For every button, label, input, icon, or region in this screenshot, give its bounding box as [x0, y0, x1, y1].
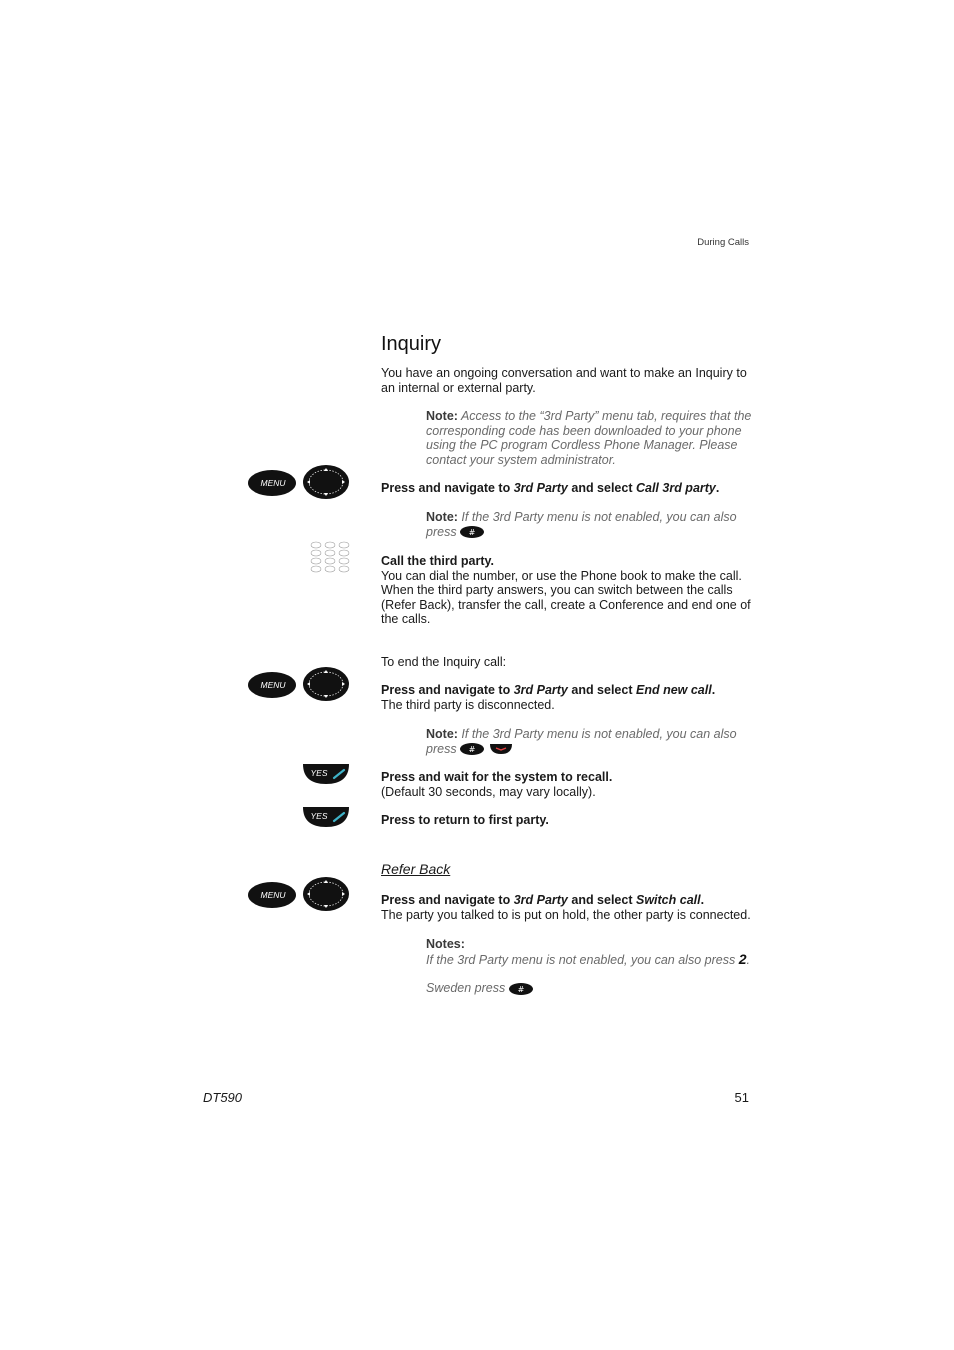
step-end-new-call: Press and navigate to 3rd Party and select End new call. The third party is disconnected.: [381, 683, 716, 712]
subheading-refer-back: Refer Back: [381, 861, 451, 877]
menu-key-label: MENU: [260, 478, 286, 488]
yes-key-icon: [302, 806, 350, 828]
intro-text: You have an ongoing conversation and want to make an Inquiry to an internal or external party.: [381, 366, 747, 395]
step-return-first-party: Press to return to first party.: [381, 813, 549, 827]
step-call-third-party: Call the third party. You can dial the number, or use the Phone book to make the call. When the third party answers, you can switch between the calls (Refer Back), transfer the call, create a Conference and end one of the calls.: [381, 554, 751, 626]
svg-text:YES: YES: [310, 811, 328, 821]
running-header: During Calls: [697, 237, 749, 248]
svg-text:MENU: MENU: [260, 680, 286, 690]
note-3rd-party-disabled: Note: If the 3rd Party menu is not enabled, you can also press #: [426, 727, 737, 756]
page-title: Inquiry: [381, 333, 442, 355]
svg-text:#: #: [517, 984, 525, 994]
svg-text:YES: YES: [310, 768, 328, 778]
yes-key-icon: [302, 763, 350, 785]
menu-navigate-keys-icon: [248, 876, 352, 914]
step-switch-call: Press and navigate to 3rd Party and select Switch call. The party you talked to is put on hold, the other party is connected.: [381, 893, 751, 922]
menu-navigate-keys-icon: [248, 666, 352, 704]
hash-key-icon: [509, 983, 533, 995]
page-number: 51: [734, 1090, 749, 1105]
step-call-3rd-party: Press and navigate to 3rd Party and select Call 3rd party.: [381, 481, 720, 495]
note-label: Note:: [426, 409, 458, 423]
footer-model: DT590: [203, 1090, 243, 1105]
hash-key-icon: [460, 743, 484, 755]
keypad-icon: [309, 541, 351, 573]
end-inquiry-intro: To end the Inquiry call:: [381, 655, 507, 669]
no-key-icon: [488, 743, 514, 755]
notes-refer-back: Notes: If the 3rd Party menu is not enabled, you can also press 2. Sweden press #: [426, 937, 750, 995]
svg-text:MENU: MENU: [260, 890, 286, 900]
step-wait-recall: Press and wait for the system to recall. (Default 30 seconds, may vary locally).: [381, 770, 613, 799]
svg-text:#: #: [468, 745, 476, 755]
svg-text:#: #: [468, 528, 476, 538]
note-3rd-party-disabled: Note: If the 3rd Party menu is not enabled, you can also press #: [426, 510, 737, 539]
menu-navigate-keys-icon: [248, 464, 352, 502]
hash-key-icon: [460, 526, 484, 538]
note-access: Note: Access to the “3rd Party” menu tab, requires that the corresponding code has been downloaded to your phone using the PC program Cordless Phone Manager. Please contact your system administrator.: [426, 409, 752, 467]
